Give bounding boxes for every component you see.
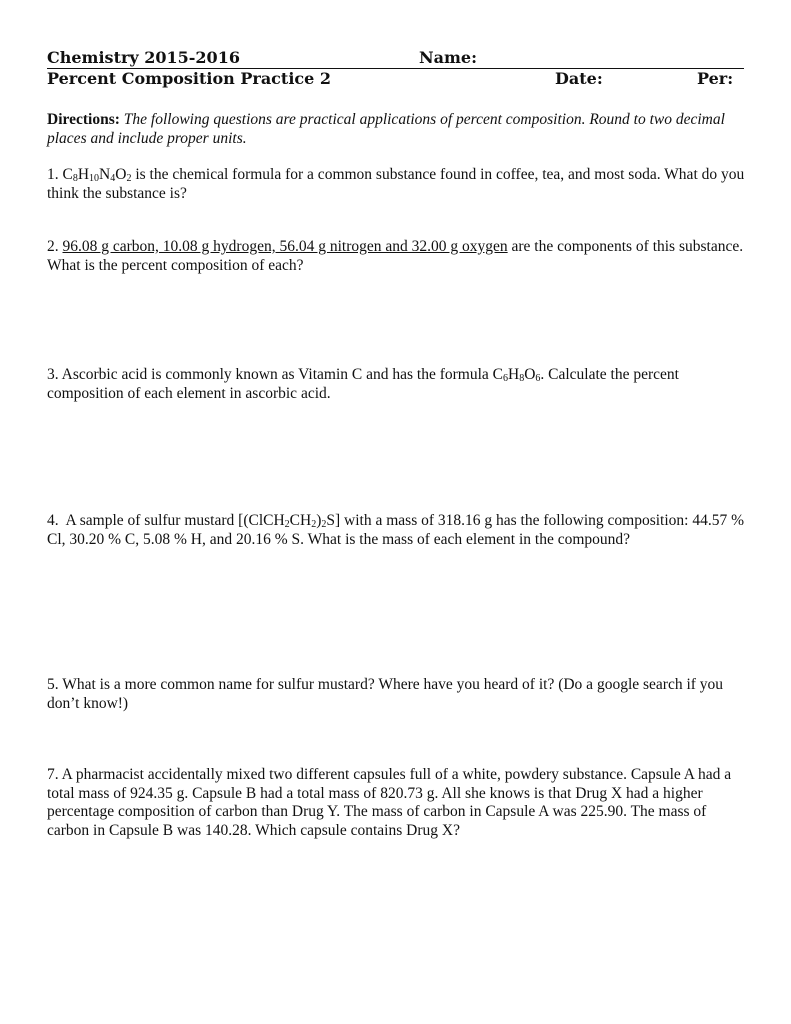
question-3 bbox=[47, 366, 747, 403]
caffeine-formula: $C_8H_{10}N_4O_2$ bbox=[62, 166, 132, 184]
question-2 bbox=[47, 238, 747, 275]
sulfur-mustard-formula: A sample of sulfur mustard [$(ClCH_2CH_2)_2$ bbox=[65, 512, 327, 530]
question-number: 7. bbox=[47, 766, 59, 783]
question-number: 4. bbox=[47, 512, 59, 529]
name-label: Name: bbox=[419, 48, 478, 67]
worksheet-title: Percent Composition Practice 2 bbox=[47, 69, 332, 88]
question-text: What is a more common name for sulfur mustard? Where have you heard of it? (Do a google search if you don’t know!) bbox=[47, 676, 724, 712]
question-4 bbox=[47, 512, 747, 549]
component-masses: 96.08 g carbon, 10.08 g hydrogen, 56.04 g nitrogen and 32.00 g oxygen bbox=[62, 238, 508, 255]
question-text: Ascorbic acid is commonly known as Vitamin C and has the formula bbox=[61, 366, 489, 383]
question-text-cont: . Calculate the percent composition of each element in ascorbic acid. bbox=[47, 366, 679, 402]
question-7 bbox=[47, 766, 747, 840]
question-number: 1. bbox=[47, 166, 59, 183]
course-title: Chemistry 2015-2016 bbox=[47, 48, 240, 67]
question-1 bbox=[47, 166, 747, 203]
directions bbox=[47, 111, 747, 148]
question-number: 5. bbox=[47, 676, 59, 693]
question-number: 3. bbox=[47, 366, 59, 383]
question-number: 2. bbox=[47, 238, 59, 255]
question-text: S] with a mass of 318.16 g has the following composition: 44.57 % Cl, 30.20 % C, 5.08 % H, and 20.16 % S. What is the mass of each element in the compound? bbox=[47, 512, 744, 548]
question-text: are the components of this substance. What is the percent composition of each? bbox=[47, 238, 744, 274]
period-label: Per: bbox=[697, 69, 734, 88]
question-text: is the chemical formula for a common substance found in coffee, tea, and most soda. What do you think the substance is? bbox=[47, 166, 745, 202]
question-5 bbox=[47, 676, 747, 713]
date-label: Date: bbox=[555, 69, 603, 88]
directions-label: Directions: bbox=[47, 111, 120, 128]
ascorbic-acid-formula: $C_6H_8O_6$ bbox=[492, 366, 541, 384]
directions-text: The following questions are practical applications of percent composition. Round to two decimal places and include proper units. bbox=[47, 111, 725, 147]
question-text: A pharmacist accidentally mixed two different capsules full of a white, powdery substance. Capsule A had a total mass of 924.35 g. Capsule B had a total mass of 820.73 g. All she knows is that Drug X had a higher percentage composition of carbon than Drug Y. The mass of carbon in Capsule A was 225.90. The mass of carbon in Capsule B was 140.28. Which capsule contains Drug X? bbox=[47, 766, 732, 839]
